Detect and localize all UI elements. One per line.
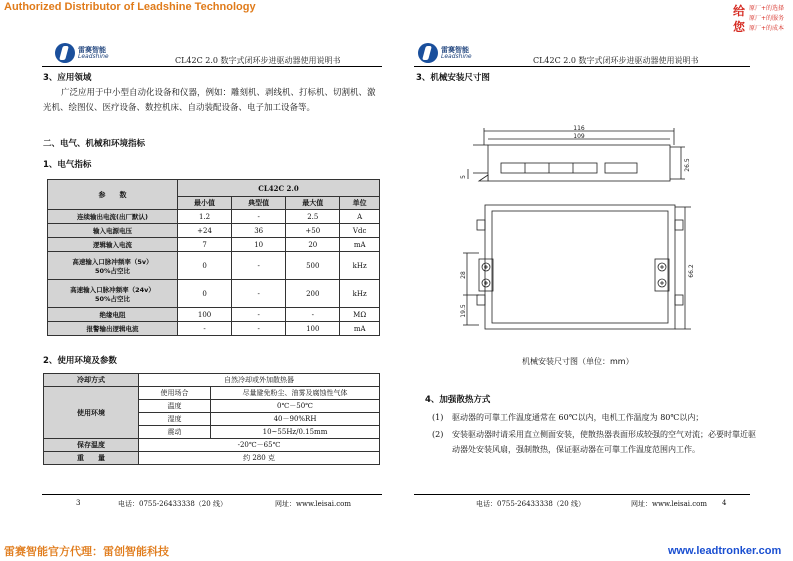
footer-phone-right: 电话：0755-26433338（20 线） [476,500,585,508]
header-title-left: CL42C 2.0 数字式闭环步进驱动器使用说明书 [175,56,341,65]
cell-min: 7 [178,238,232,252]
cell-unit: A [340,210,380,224]
section-electrical-title: 1、电气指标 [43,160,92,170]
slogan-char-1: 给 [733,4,746,18]
cell-max: 200 [286,280,340,308]
row-label-line1: 高速输入口脉冲频率（24v） [70,285,155,294]
cell-max: +50 [286,224,340,238]
logo-cn: 雷赛智能 [78,45,106,54]
col-min: 最小值 [178,197,232,210]
dim-5: 5 [460,175,467,179]
cell-max: 20 [286,238,340,252]
cell-unit: Vdc [340,224,380,238]
col-unit: 单位 [340,197,380,210]
slogan-line-3: 原厂+的成本 [749,25,785,32]
weight-value: 约 280 克 [139,452,380,465]
cell-unit: kHz [340,280,380,308]
footer-phone-left: 电话：0755-26433338（20 线） [118,500,227,508]
leadshine-logo-right [418,43,472,63]
env-key: 震动 [139,426,211,439]
table-row [48,224,380,238]
cooling-value: 自然冷却或外加散热器 [139,374,380,387]
leadshine-logo-left [55,43,109,63]
mount-tab [675,220,683,230]
cell-min: - [178,322,232,336]
page-number-right: 4 [722,499,727,507]
env-key: 温度 [139,400,211,413]
section-mechanical-title: 3、机械安装尺寸图 [416,73,490,83]
storage-value: -20℃－65℃ [139,439,380,452]
cell-max: 100 [286,322,340,336]
model-header: CL42C 2.0 [178,180,380,197]
top-view-port [605,163,637,173]
cell-min: +24 [178,224,232,238]
row-label [48,280,178,308]
environment-table [43,373,380,465]
cell-typ: - [232,322,286,336]
col-max: 最大值 [286,197,340,210]
table-row [48,322,380,336]
row-label: 连续输出电流(出厂默认) [48,210,178,224]
cooling-item-2-num: (2) [432,430,444,439]
footer-rule-right [414,494,750,495]
table-row [48,280,380,308]
logo-cn: 雷赛智能 [441,45,469,54]
dim-662: 66.2 [688,264,695,278]
cell-max: 500 [286,252,340,280]
cell-min: 0 [178,280,232,308]
env-label: 使用环境 [44,387,139,439]
cell-typ: - [232,280,286,308]
storage-label: 保存温度 [44,439,139,452]
param-header: 参 数 [48,180,178,210]
cooling-label: 冷却方式 [44,374,139,387]
cell-unit: mA [340,238,380,252]
dim-28: 28 [460,271,467,279]
cell-typ: 36 [232,224,286,238]
leadshine-logo-icon [55,43,75,63]
mount-tab [477,220,485,230]
env-value: 10~55Hz/0.15mm [211,426,380,439]
env-key: 使用场合 [139,387,211,400]
header-title-right: CL42C 2.0 数字式闭环步进驱动器使用说明书 [533,56,699,65]
cell-unit: mA [340,322,380,336]
cooling-item-2-text: 安装驱动器时请采用直立侧面安装，使散热器表面形成较强的空气对流；必要时靠近驱动器处安装风扇，强制散热，保证驱动器在可靠工作温度范围内工作。 [452,430,756,454]
row-label: 报警输出逻辑电流 [48,322,178,336]
mount-tab [477,295,485,305]
env-value: 0℃－50℃ [211,400,380,413]
dim-195: 19.5 [460,304,467,318]
row-label: 输入电源电压 [48,224,178,238]
dim-116: 116 [573,125,585,132]
logo-en: Leadshine [441,52,472,60]
cooling-item-1-text: 驱动器的可靠工作温度通常在 60℃以内，电机工作温度为 80℃以内； [452,413,704,422]
env-key: 湿度 [139,413,211,426]
row-label: 绝缘电阻 [48,308,178,322]
leadshine-logo-icon [418,43,438,63]
footer-web-right: 网址：www.leisai.com [631,500,707,508]
footer-web-left: 网址：www.leisai.com [275,500,351,508]
section-environment-title: 2、使用环境及参数 [43,356,117,366]
cell-min: 1.2 [178,210,232,224]
cell-typ: - [232,210,286,224]
cell-max: - [286,308,340,322]
row-label [48,252,178,280]
mount-bracket-left [479,259,493,291]
cell-max: 2.5 [286,210,340,224]
official-agent-banner: 雷赛智能官方代理：雷创智能科技 [4,545,169,558]
header-rule-right [414,66,750,67]
mechanical-drawing [455,125,700,335]
diagram-caption: 机械安装尺寸图（单位：mm） [522,357,634,366]
mount-bracket-right [655,259,669,291]
section-specs-title: 二、电气、机械和环境指标 [43,139,146,149]
env-value: 尽量避免粉尘、油雾及腐蚀性气体 [211,387,380,400]
cooling-item-1-num: (1) [432,413,444,422]
footer-rule-left [42,494,382,495]
section-application-title: 3、应用领域 [43,73,92,83]
dim-109: 109 [573,133,585,140]
electrical-specs-table [47,179,380,336]
cell-typ: - [232,252,286,280]
row-label-line2: 50%占空比 [94,266,131,275]
cell-min: 100 [178,308,232,322]
table-row [48,210,380,224]
col-typ: 典型值 [232,197,286,210]
table-row [48,252,380,280]
application-paragraph: 广泛应用于中小型自动化设备和仪器，例如：雕刻机、剥线机、打标机、切割机、激光机、绘图仪、医疗设备、数控机床、自动装配设备、电子加工设备等。 [43,88,376,113]
logo-en: Leadshine [78,52,109,60]
dim-265: 26.5 [684,158,691,172]
table-row [48,308,380,322]
page-number-left: 3 [76,499,81,507]
cell-unit: kHz [340,252,380,280]
slogan-line-2: 原厂+的服务 [749,15,785,22]
row-label: 逻辑输入电流 [48,238,178,252]
cell-typ: 10 [232,238,286,252]
header-rule-left [42,66,382,67]
weight-label: 重 量 [44,452,139,465]
cell-min: 0 [178,252,232,280]
front-view-body [485,205,675,329]
distributor-banner: Authorized Distributor of Leadshine Technology [4,1,256,13]
slogan-badge [733,0,793,36]
mount-tab [675,295,683,305]
table-row [48,238,380,252]
cell-typ: - [232,308,286,322]
slogan-line-1: 原厂+的选择 [749,5,785,12]
slogan-char-2: 您 [733,20,746,34]
row-label-line2: 50%占空比 [94,294,131,303]
row-label-line1: 高速输入口脉冲频率（5v） [72,257,153,266]
section-cooling-title: 4、加强散热方式 [425,395,491,405]
cell-unit: MΩ [340,308,380,322]
env-value: 40－90%RH [211,413,380,426]
website-link[interactable]: www.leadtronker.com [668,545,782,557]
